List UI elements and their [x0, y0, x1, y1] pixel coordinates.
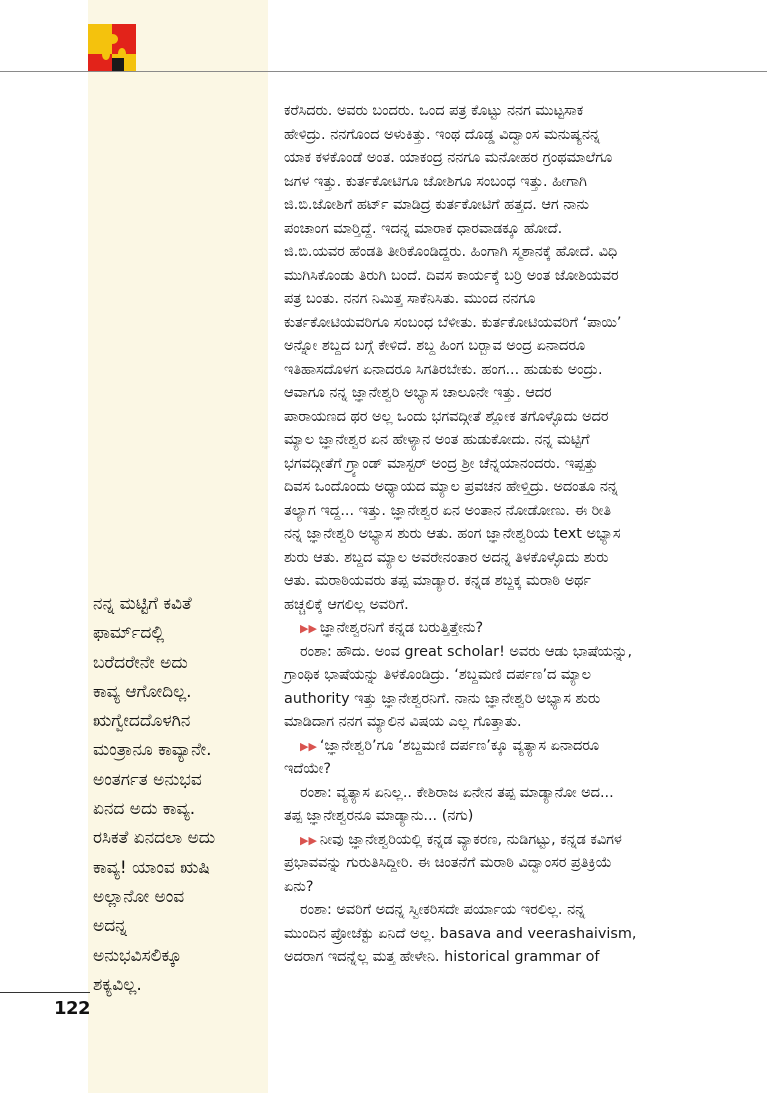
body-line: ಆವಾಗೂ ನನ್ನ ಜ್ಞಾನೇಶ್ವರಿ ಅಭ್ಯಾಸ ಚಾಲೂನೇ ಇತ್ತು. ಆದರ — [284, 385, 552, 401]
body-line: ಮುಗಿಸಿಕೊಂಡು ತಿರುಗಿ ಬಂದೆ. ದಿವಸ ಕಾರ್ಯಕ್ಕೆ ಬರ್‍ರಿ ಅಂತ ಜೋಶಿಯವರ — [284, 267, 619, 284]
question-line — [284, 617, 754, 641]
puzzle-logo-icon — [88, 24, 136, 72]
question-line: ಪ್ರಭಾವವನ್ನು ಗುರುತಿಸಿದ್ದೀರಿ. ಈ ಚಿಂತನೆಗೆ ಮರಾಠಿ ವಿದ್ವಾಂಸರ ಪ್ರತಿಕ್ರಿಯೆ — [284, 855, 612, 871]
double-chevron-right-icon: ▶▶ — [300, 833, 317, 847]
double-chevron-right-icon: ▶▶ — [300, 739, 317, 753]
pull-quote-line: ರಸಿಕತೆ ಏನದಲಾ ಅದು — [93, 828, 216, 849]
pull-quote-line: ಕಾವ್ಯ! ಯಾಂವ ಋಷಿ — [93, 857, 210, 878]
question-line — [284, 735, 754, 759]
body-line: ಯಾಕ ಕಳಕೊಂಡೆ ಅಂತ. ಯಾಕಂದ್ರ ನನಗೂ ಮನೋಹರ ಗ್ರಂಥಮಾಲೆಗೂ — [284, 150, 613, 166]
body-line: ದಿವಸ ಒಂದೊಂದು ಅಧ್ಯಾಯದ ಮ್ಯಾಲ ಪ್ರವಚನ ಹೇಳ್ತಿದ್ರು. ಅದಂತೂ ನನ್ನ — [284, 479, 618, 495]
page-number-rule — [0, 992, 90, 993]
body-line: ಮ್ಯಾಲ ಜ್ಞಾನೇಶ್ವರ ಏನ ಹೇಳ್ಯಾನ ಅಂತ ಹುಡುಕೋದು. ನನ್ನ ಮಟ್ಟಿಗೆ — [284, 432, 590, 448]
body-line: ಜಿ.ಬಿ.ಯವರ ಹೆಂಡತಿ ತೀರಿಕೊಂಡಿದ್ದರು. ಹಿಂಗಾಗಿ ಸ್ಮಶಾನಕ್ಕೆ ಹೋದೆ. ವಿಧಿ — [284, 244, 618, 260]
pull-quote-line: ಅಲ್ಲಾನೋ ಅಂವ — [93, 886, 185, 907]
body-line: ತಲ್ಯಾಗ ಇದ್ದ... ಇತ್ತು. ಜ್ಞಾನೇಶ್ವರ ಏನ ಅಂತಾನ ನೋಡೋಣು. ಈ ರೀತಿ — [284, 502, 612, 519]
pull-quote-line: ಋಗ್ವೇದದೊಳಗಿನ — [93, 711, 191, 732]
answer-line: ತಪ್ಪ ಜ್ಞಾನೇಶ್ವರನೂ ಮಾಡ್ಯಾನು... (ನಗು) — [284, 808, 474, 824]
answer-line: ಮಾಡಿದಾಗ ನನಗ ಮ್ಯಾಲಿನ ವಿಷಯ ಎಲ್ಲ ಗೊತ್ತಾತು. — [284, 714, 522, 730]
pull-quote-line: ಕಾವ್ಯ ಆಗೋದಿಲ್ಲ. — [93, 681, 192, 702]
body-line: ಹೇಳಿದ್ರು. ನನಗೊಂದ ಅಳುಕಿತ್ತು. ಇಂಥ ದೊಡ್ಡ ವಿದ್ವಾಂಸ ಮನುಷ್ಯನನ್ನ — [284, 126, 600, 143]
answer-line: authority ಇತ್ತು ಜ್ಞಾನೇಶ್ವರನಿಗೆ. ನಾನು ಜ್ಞಾನೇಶ್ವರಿ ಅಭ್ಯಾಸ ಶುರು — [284, 690, 601, 707]
double-chevron-right-icon: ▶▶ — [300, 622, 317, 635]
pull-quote-line: ಶಕ್ಯವಿಲ್ಲ. — [93, 974, 142, 995]
pull-quote-line: ಮಂತ್ರಾನೂ ಕಾವ್ಯಾನೇ. — [93, 740, 212, 761]
pull-quote-line: ಏನದ ಅದು ಕಾವ್ಯ. — [93, 799, 196, 820]
pull-quote-line: ಅದನ್ನ — [93, 916, 127, 937]
body-line: ಶುರು ಆತು. ಶಬ್ದದ ಮ್ಯಾಲ ಅವರೇನಂತಾರ ಅದನ್ನ ತಿಳಕೊಳ್ಳೊದು ಶುರು — [284, 549, 609, 566]
body-line: ಭಗವದ್ಗೀತೆಗೆ ಗ್ರ್ಯಾಂಡ್ ಮಾಸ್ಟರ್ ಅಂದ್ರ ಶ್ರೀ ಚೆನ್ನಯಾನಂದರು. ಇಪ್ಪತ್ತು — [284, 455, 598, 472]
header-divider — [0, 71, 767, 72]
body-line: ಪಂಚಾಂಗ ಮಾರ್‍ತಿದ್ದೆ. ಇದನ್ನ ಮಾರಾಕ ಧಾರವಾಡಕ್ಕೂ ಹೋದೆ. — [284, 220, 563, 237]
answer-line: ಅದರಾಗ ಇದನ್ನೆಲ್ಲ ಮತ್ತ ಹೇಳೇನಿ. historical grammar of — [284, 949, 600, 965]
body-line: ಜಿ.ಬಿ.ಜೋಶಿಗೆ ಹರ್ಟ್ ಮಾಡಿದ್ರ ಕುರ್ತಕೋಟಿಗೆ ಹತ್ತದ. ಆಗ ನಾನು — [284, 197, 589, 213]
body-line: ಕುರ್ತಕೋಟಿಯವರಿಗೂ ಸಂಬಂಧ ಬೆಳೀತು. ಕುರ್ತಕೋಟಿಯವರಿಗೆ ‘ಪಾಯಿ’ — [284, 314, 622, 331]
body-line: ನನ್ನ ಜ್ಞಾನೇಶ್ವರಿ ಅಭ್ಯಾಸ ಶುರು ಆತು. ಹಂಗ ಜ್ಞಾನೇಶ್ವರಿಯ text ಅಭ್ಯಾಸ — [284, 526, 621, 542]
pull-quote-line: ಫಾರ್ಮ್‌ದಲ್ಲಿ — [93, 623, 165, 644]
answer-line: ರಂಶಾ: ಹೌದು. ಅಂವ great scholar! ಅವರು ಆಡು ಭಾಷೆಯನ್ನು, — [300, 643, 633, 660]
question-line: ಏನು? — [284, 878, 314, 895]
article-body — [284, 100, 754, 970]
pull-quote-line: ಬರೆದರೇನೇ ಅದು — [93, 652, 188, 673]
question-text: ಜ್ಞಾನೇಶ್ವರನಿಗೆ ಕನ್ನಡ ಬರುತ್ತಿತ್ತೇನು? — [319, 620, 484, 636]
body-line: ಜಗಳ ಇತ್ತು. ಕುರ್ತಕೋಟಿಗೂ ಜೋಶಿಗೂ ಸಂಬಂಧ ಇತ್ತು. ಹೀಗಾಗಿ — [284, 173, 587, 190]
answer-line: ರಂಶಾ: ಅವರಿಗೆ ಅದನ್ನ ಸ್ವೀಕರಿಸದೇ ಪರ್ಯಾಯ ಇರಲಿಲ್ಲ. ನನ್ನ — [300, 902, 586, 918]
body-line: ಇತಿಹಾಸದೊಳಗ ಏನಾದರೂ ಸಿಗತಿರಬೇಕು. ಹಂಗ... ಹುಡುಕು ಅಂದ್ರು. — [284, 361, 603, 378]
pull-quote-line: ಅನುಭವಿಸಲಿಕ್ಕೂ — [93, 945, 182, 966]
answer-line: ಮುಂದಿನ ಪ್ರೋಜೆಕ್ಟು ಏನಿದೆ ಅಲ್ಲ. basava and veerashaivism, — [284, 925, 637, 942]
question-line — [284, 829, 754, 853]
body-line: ಪಾರಾಯಣದ ಥರ ಅಲ್ಲ ಒಂದು ಭಗವದ್ಗೀತೆ ಶ್ಲೋಕ ತಗೊಳ್ಳೊದು ಅದರ — [284, 408, 609, 425]
pull-quote-line: ನನ್ನ ಮಟ್ಟಿಗೆ ಕವಿತೆ — [93, 594, 192, 614]
body-line: ಕರೆಸಿದರು. ಅವರು ಬಂದರು. ಒಂದ ಪತ್ರ ಕೊಟ್ಟು ನನಗ ಮುಟ್ಟಸಾಕ — [284, 103, 584, 119]
body-line: ಹಚ್ಚಲಿಕ್ಕೆ ಆಗಲಿಲ್ಲ ಅವರಿಗೆ. — [284, 596, 409, 613]
answer-line: ರಂಶಾ: ವ್ಯತ್ಯಾಸ ಏನಿಲ್ಲ.. ಕೇಶಿರಾಜ ಏನೇನ ತಪ್ಪ ಮಾಡ್ಯಾನೋ ಅದ... — [300, 784, 614, 801]
question-text: ‘ಜ್ಞಾನೇಶ್ವರಿ’ಗೂ ‘ಶಬ್ದಮಣಿ ದರ್ಪಣ’ಕ್ಕೂ ವ್ಯತ್ಯಾಸ ಏನಾದರೂ — [319, 737, 600, 754]
question-line: ಇದೆಯೇ? — [284, 761, 331, 777]
question-text: ನೀವು ಜ್ಞಾನೇಶ್ವರಿಯಲ್ಲಿ ಕನ್ನಡ ವ್ಯಾಕರಣ, ನುಡಿಗಟ್ಟು, ಕನ್ನಡ ಕವಿಗಳ — [319, 831, 622, 848]
body-line: ಪತ್ರ ಬಂತು. ನನಗ ನಿಮಿತ್ತ ಸಾಕೆನಿಸಿತು. ಮುಂದ ನನಗೂ — [284, 291, 536, 307]
pull-quote-line: ಅಂತರ್ಗತ ಅನುಭವ — [93, 769, 202, 790]
body-line: ಅನ್ನೋ ಶಬ್ದದ ಬಗ್ಗೆ ಕೇಳಿದೆ. ಶಬ್ದ ಹಿಂಗ ಬರ್‍ಬಾವ ಅಂದ್ರ ಏನಾದರೂ — [284, 338, 586, 354]
page-number: 122 — [54, 998, 91, 1019]
answer-line: ಗ್ರಾಂಥಿಕ ಭಾಷೆಯನ್ನು ತಿಳಕೊಂಡಿದ್ರು. ‘ಶಬ್ದಮಣಿ ದರ್ಪಣ’ದ ಮ್ಯಾಲ — [284, 667, 591, 683]
body-line: ಆತು. ಮರಾಠಿಯವರು ತಪ್ಪ ಮಾಡ್ಯಾರ. ಕನ್ನಡ ಶಬ್ದಕ್ಕ ಮರಾಠಿ ಅರ್ಥ — [284, 573, 591, 589]
pull-quote — [93, 590, 265, 1000]
